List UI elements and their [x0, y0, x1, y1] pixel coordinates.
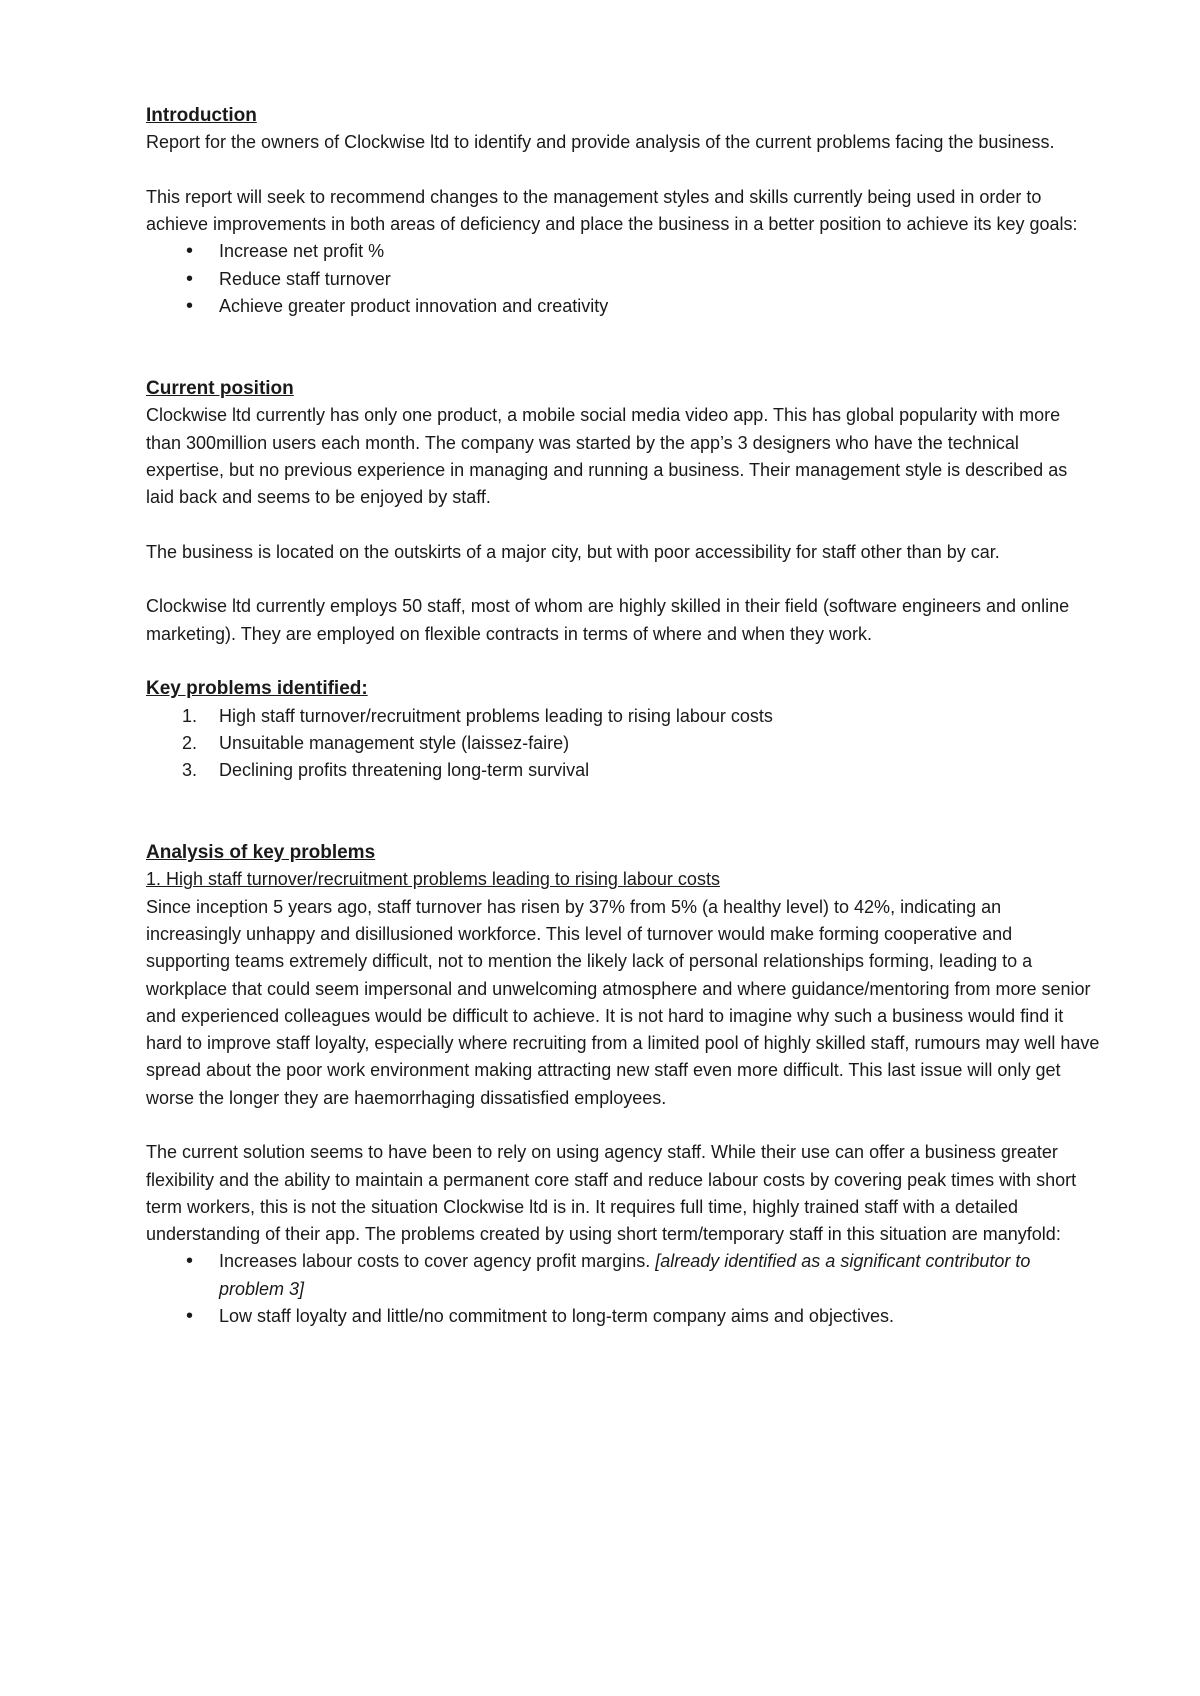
- list-item: • Achieve greater product innovation and creativity: [146, 293, 1100, 320]
- list-item: [146, 757, 1100, 784]
- list-number: 2.: [182, 732, 198, 753]
- introduction-paragraph-1: Report for the owners of Clockwise ltd to identify and provide analysis of the current problems facing the business.: [146, 132, 1055, 153]
- introduction-heading: Introduction: [146, 105, 257, 126]
- analysis-heading: Analysis of key problems: [146, 842, 376, 864]
- list-item-text: High staff turnover/recruitment problems leading to rising labour costs: [219, 705, 773, 726]
- analysis-paragraph-1: Since inception 5 years ago, staff turnover has risen by 37% from 5% (a healthy level) to 42%, indicating an increasingly unhappy and disillusioned workforce. This level of turnover would make forming cooperative and supporting teams extremely difficult, not to mention the likely lack of personal relationships forming, leading to a workplace that could seem impersonal and unwelcoming atmosphere and where guidance/mentoring from more senior and experienced colleagues would be difficult to achieve. It is not hard to imagine why such a business would find it hard to improve staff loyalty, especially where recruiting from a limited pool of highly skilled staff, rumours may well have spread about the poor work environment making attracting new staff even more difficult. This last issue will only get worse the longer they are haemorrhaging dissatisfied employees.: [146, 896, 1100, 1108]
- goals-list: [146, 238, 1100, 320]
- current-position-paragraph-3: Clockwise ltd currently employs 50 staff, most of whom are highly skilled in their field (software engineers and online marketing). They are employed on flexible contracts in terms of where and when they work.: [146, 596, 1070, 644]
- list-item: [146, 1248, 1100, 1303]
- list-item: [146, 703, 1100, 730]
- list-item-text: Unsuitable management style (laissez-faire): [219, 732, 570, 753]
- list-item-text: Declining profits threatening long-term survival: [219, 760, 590, 781]
- list-item: [146, 730, 1100, 757]
- current-position-paragraph-2: The business is located on the outskirts of a major city, but with poor accessibility for staff other than by car.: [146, 541, 1000, 562]
- list-item: • Reduce staff turnover: [146, 266, 1100, 293]
- key-problems-heading: Key problems identified:: [146, 678, 368, 700]
- introduction-paragraph-2: This report will seek to recommend changes to the management styles and skills currently being used in order to achieve improvements in both areas of deficiency and place the business in a better position to achieve its key goals:: [146, 186, 1078, 235]
- current-position-paragraph-1: Clockwise ltd currently has only one product, a mobile social media video app. This has global popularity with more than 300million users each month. The company was started by the app’s 3 designers who have the technical expertise, but no previous experience in managing and running a business. Their management style is described as laid back and seems to be enjoyed by staff.: [146, 405, 1068, 508]
- key-problems-list: [146, 703, 1100, 785]
- list-item: • Low staff loyalty and little/no commitment to long-term company aims and objectives.: [146, 1303, 1100, 1330]
- list-number: 1.: [182, 705, 198, 726]
- list-item-text: Increases labour costs to cover agency profit margins.: [219, 1251, 656, 1272]
- list-number: 3.: [182, 760, 198, 781]
- agency-problems-list: [146, 1248, 1100, 1330]
- current-position-heading: Current position: [146, 377, 294, 399]
- list-item-note: [already identified as a significant contributor to problem 3]: [219, 1251, 1031, 1299]
- list-item: • Increase net profit %: [146, 238, 1100, 265]
- analysis-subheading: 1. High staff turnover/recruitment problems leading to rising labour costs: [146, 869, 720, 890]
- analysis-paragraph-2: The current solution seems to have been to rely on using agency staff. While their use can offer a business greater flexibility and the ability to maintain a permanent core staff and reduce labour costs by covering peak times with short term workers, this is not the situation Clockwise ltd is in. It requires full time, highly trained staff with a detailed understanding of their app. The problems created by using short term/temporary staff in this situation are manyfold:: [146, 1142, 1077, 1245]
